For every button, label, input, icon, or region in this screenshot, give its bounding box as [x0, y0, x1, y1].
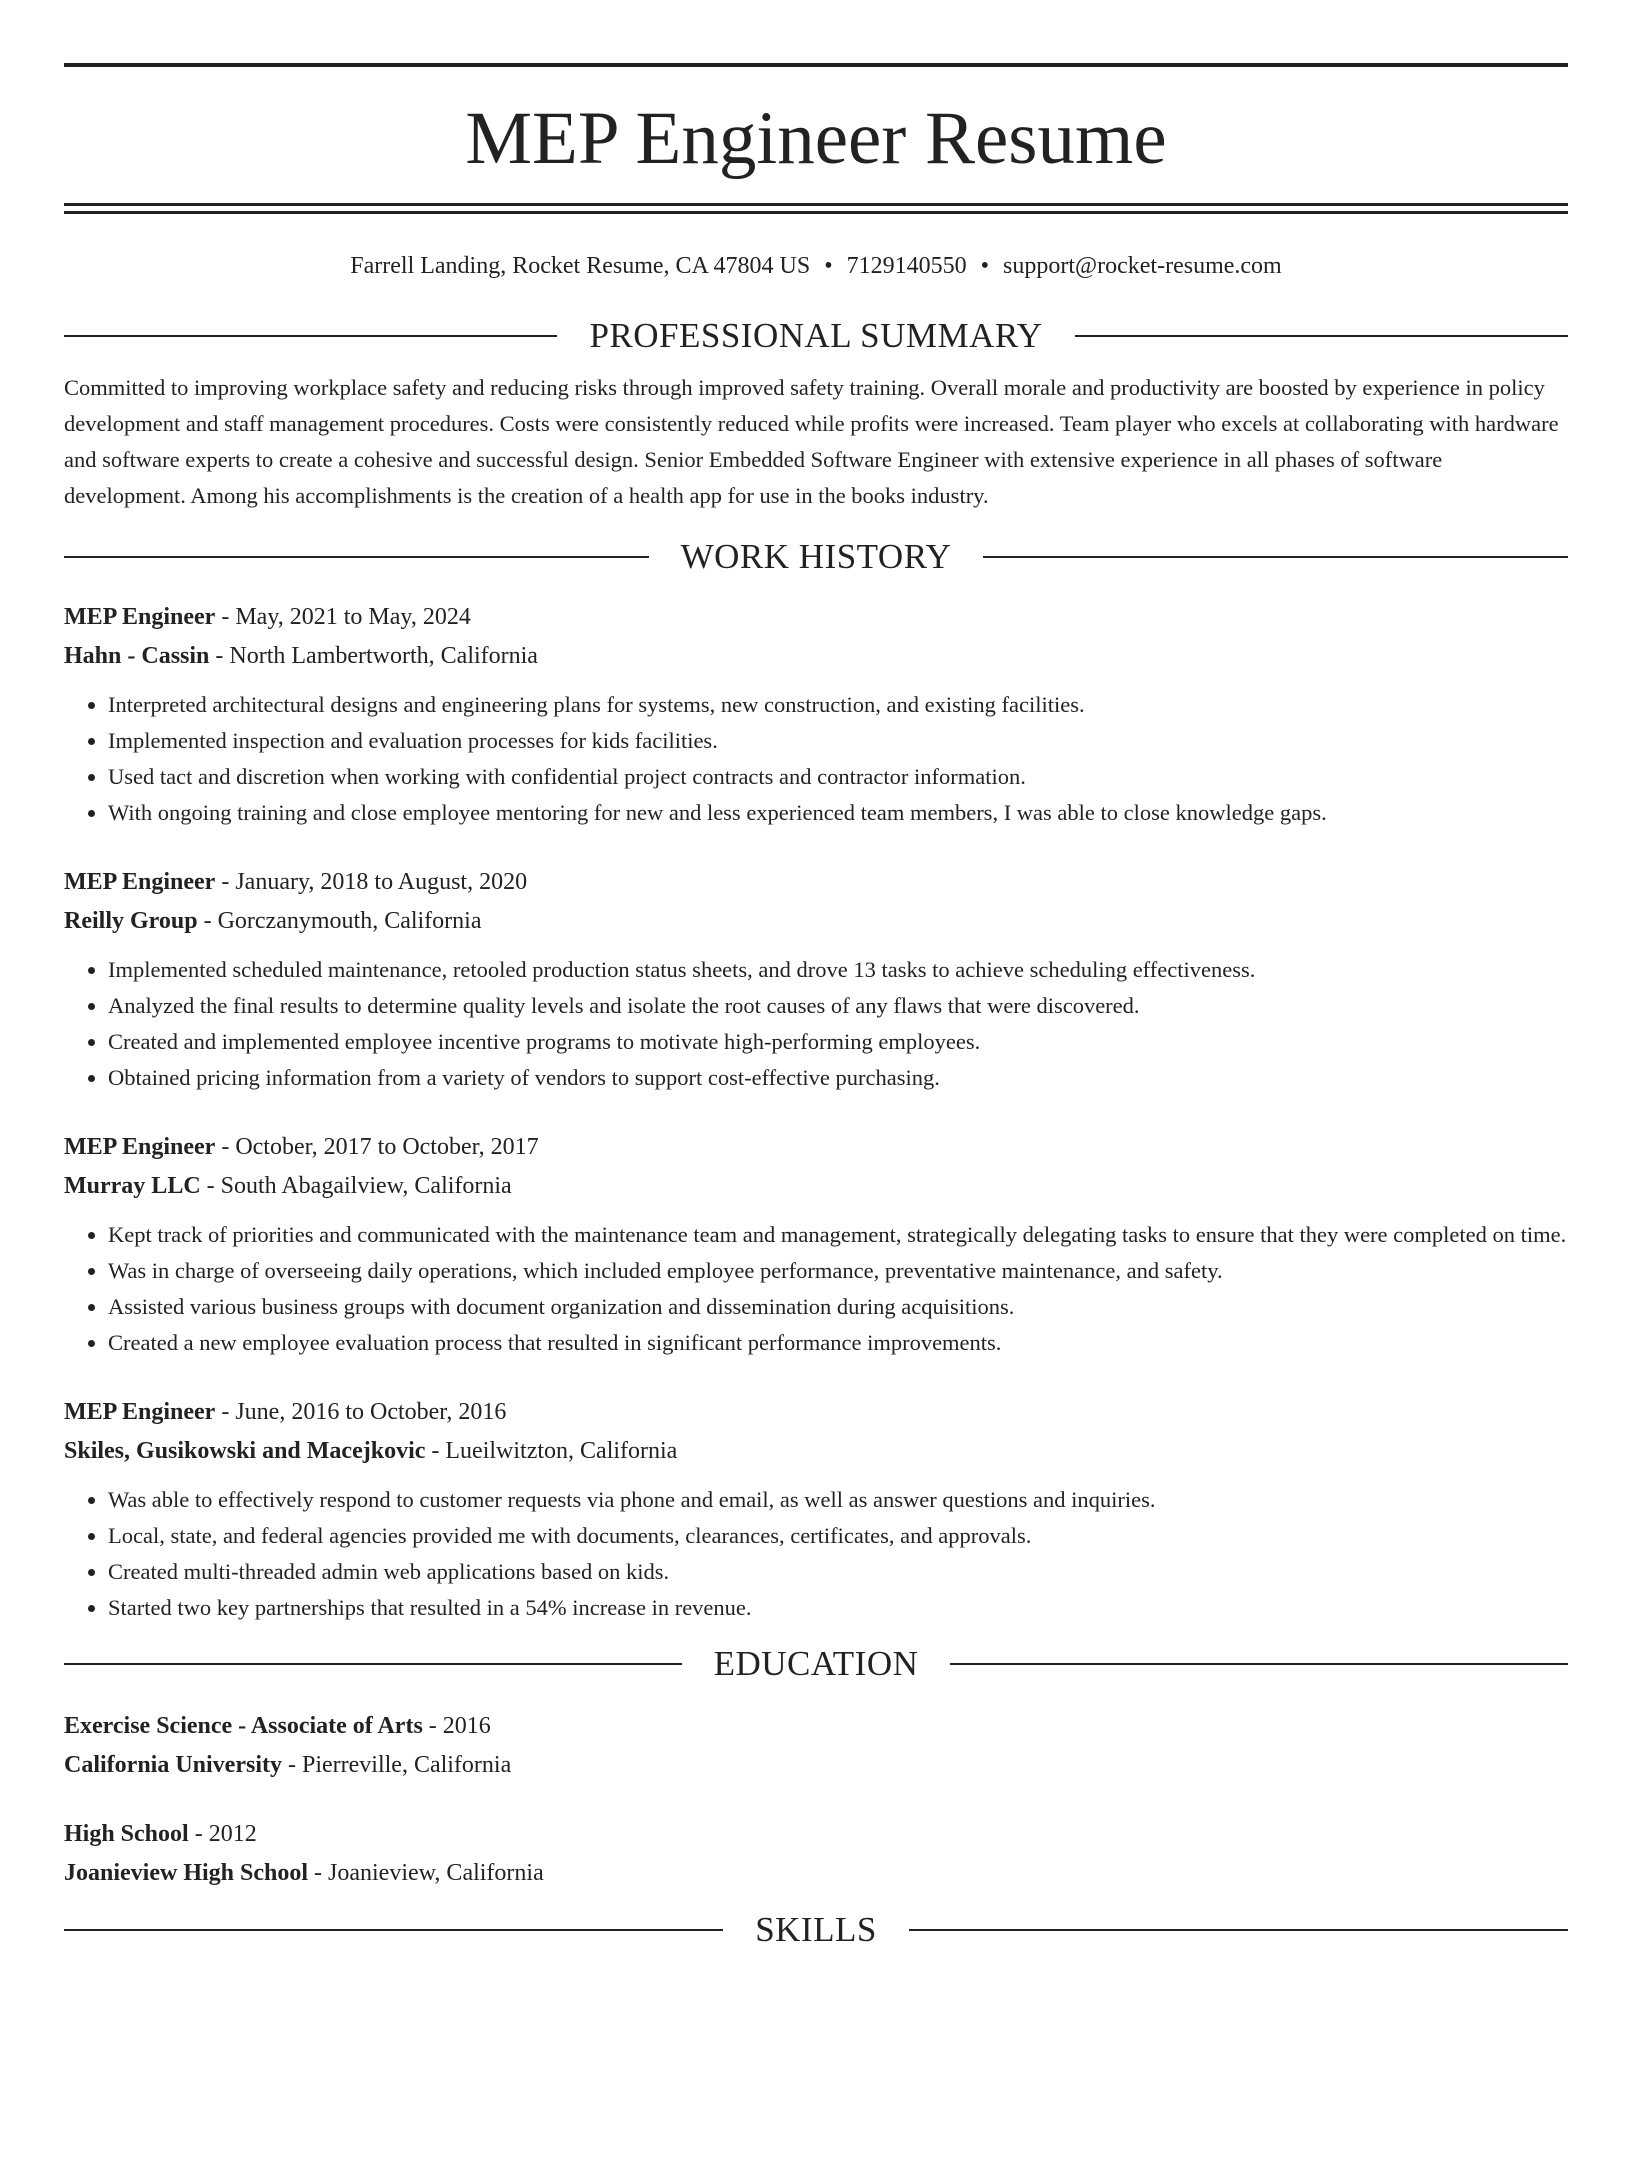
contact-line [64, 250, 1568, 282]
job-company: Hahn - Cassin [64, 642, 210, 669]
education-school: California University [64, 1751, 282, 1778]
top-rule [64, 63, 1568, 67]
job-bullet: • Kept track of priorities and communicated with the maintenance team and management, strategically delegating tasks to ensure that they were completed on time. [108, 1217, 1568, 1253]
job-company: Reilly Group [64, 907, 198, 934]
job-company: Murray LLC [64, 1172, 201, 1199]
job-bullet: • Implemented inspection and evaluation processes for kids facilities. [108, 723, 1568, 759]
work-history-list [64, 597, 1568, 1626]
education-degree-line [64, 1814, 1568, 1853]
job-bullet: • Assisted various business groups with document organization and dissemination during acquisitions. [108, 1289, 1568, 1325]
education-year: - 2016 [422, 1712, 491, 1739]
section-heading-skills [64, 1910, 1568, 1950]
job-title-line [64, 597, 1568, 636]
job-location: - Lueilwitzton, California [425, 1437, 678, 1464]
title-double-rule [64, 203, 1568, 214]
job-title-line [64, 1127, 1568, 1166]
job-bullets [64, 1217, 1568, 1361]
education-school-line [64, 1853, 1568, 1892]
contact-separator: • [980, 253, 990, 279]
heading-rule [950, 1663, 1568, 1665]
job-bullet: • With ongoing training and close employee mentoring for new and less experienced team members, I was able to close knowledge gaps. [108, 795, 1568, 831]
heading-rule [64, 1929, 723, 1931]
education-location: - Pierreville, California [281, 1751, 512, 1778]
job-entry [64, 1392, 1568, 1626]
job-title: MEP Engineer [64, 868, 216, 895]
job-title: MEP Engineer [64, 603, 216, 630]
job-bullet: • Created multi-threaded admin web applications based on kids. [108, 1554, 1568, 1590]
education-degree: Exercise Science - Associate of Arts [64, 1712, 423, 1739]
job-dates: - June, 2016 to October, 2016 [215, 1398, 507, 1425]
heading-rule [983, 556, 1568, 558]
job-bullet: • Created and implemented employee incentive programs to motivate high-performing employees. [108, 1024, 1568, 1060]
job-bullet: • Created a new employee evaluation process that resulted in significant performance improvements. [108, 1325, 1568, 1361]
job-company-line [64, 1166, 1568, 1205]
job-title-line [64, 862, 1568, 901]
job-company-line [64, 1431, 1568, 1470]
job-dates: - October, 2017 to October, 2017 [215, 1133, 539, 1160]
job-bullet: • Was able to effectively respond to customer requests via phone and email, as well as answer questions and inquiries. [108, 1482, 1568, 1518]
job-bullet: • Interpreted architectural designs and engineering plans for systems, new construction, and existing facilities. [108, 687, 1568, 723]
job-bullet: • Started two key partnerships that resulted in a 54% increase in revenue. [108, 1590, 1568, 1626]
education-entry [64, 1706, 1568, 1784]
job-location: - North Lambertworth, California [209, 642, 538, 669]
heading-rule [64, 335, 557, 337]
job-title: MEP Engineer [64, 1133, 216, 1160]
heading-rule [909, 1929, 1568, 1931]
job-entry [64, 1127, 1568, 1361]
education-year: - 2012 [188, 1820, 257, 1847]
section-heading-work [64, 537, 1568, 577]
education-list [64, 1706, 1568, 1892]
job-entry [64, 597, 1568, 831]
section-title: PROFESSIONAL SUMMARY [589, 316, 1043, 355]
job-bullet: • Local, state, and federal agencies provided me with documents, clearances, certificates, and approvals. [108, 1518, 1568, 1554]
job-bullets [64, 1482, 1568, 1626]
education-entry [64, 1814, 1568, 1892]
job-bullet: • Implemented scheduled maintenance, retooled production status sheets, and drove 13 tasks to achieve scheduling effectiveness. [108, 952, 1568, 988]
summary-text: Committed to improving workplace safety and reducing risks through improved safety training. Overall morale and productivity are boosted by experience in policy development and staff management procedures. Costs were consistently reduced while profits were increased. Team player who excels at collaborating with hardware and software experts to create a cohesive and successful design. Senior Embedded Software Engineer with extensive experience in all phases of software development. Among his accomplishments is the creation of a health app for use in the books industry. [64, 375, 1559, 508]
job-location: - Gorczanymouth, California [197, 907, 482, 934]
contact-email: support@rocket-resume.com [1003, 253, 1282, 279]
contact-address: Farrell Landing, Rocket Resume, CA 47804 US [350, 253, 811, 279]
contact-phone: 7129140550 [846, 253, 967, 279]
section-title: EDUCATION [713, 1643, 919, 1683]
section-title: WORK HISTORY [680, 536, 952, 576]
job-bullet: • Used tact and discretion when working with confidential project contracts and contractor information. [108, 759, 1568, 795]
resume-page [0, 63, 1632, 2175]
education-school: Joanieview High School [64, 1859, 309, 1886]
heading-rule [64, 1663, 682, 1665]
page-title: MEP Engineer Resume [465, 97, 1167, 180]
job-bullet: • Analyzed the final results to determine quality levels and isolate the root causes of any flaws that were discovered. [108, 988, 1568, 1024]
job-bullet: • Obtained pricing information from a variety of vendors to support cost-effective purchasing. [108, 1060, 1568, 1096]
contact-separator: • [824, 253, 833, 279]
education-degree-line [64, 1706, 1568, 1745]
education-school-line [64, 1745, 1568, 1784]
job-dates: - May, 2021 to May, 2024 [215, 603, 471, 630]
job-bullet: • Was in charge of overseeing daily operations, which included employee performance, preventative maintenance, and safety. [108, 1253, 1568, 1289]
education-degree: High School [64, 1820, 189, 1847]
job-entry [64, 862, 1568, 1096]
job-title: MEP Engineer [64, 1398, 216, 1425]
section-heading-education [64, 1644, 1568, 1684]
heading-rule [1075, 335, 1568, 337]
job-company-line [64, 636, 1568, 675]
job-bullets [64, 952, 1568, 1096]
education-location: - Joanieview, California [308, 1859, 544, 1886]
section-title: SKILLS [755, 1909, 877, 1949]
job-company-line [64, 901, 1568, 940]
job-location: - South Abagailview, California [200, 1172, 512, 1199]
job-title-line [64, 1392, 1568, 1431]
heading-rule [64, 556, 649, 558]
job-dates: - January, 2018 to August, 2020 [215, 868, 528, 895]
job-company: Skiles, Gusikowski and Macejkovic [64, 1437, 426, 1464]
job-bullets [64, 687, 1568, 831]
section-heading-summary [64, 316, 1568, 356]
